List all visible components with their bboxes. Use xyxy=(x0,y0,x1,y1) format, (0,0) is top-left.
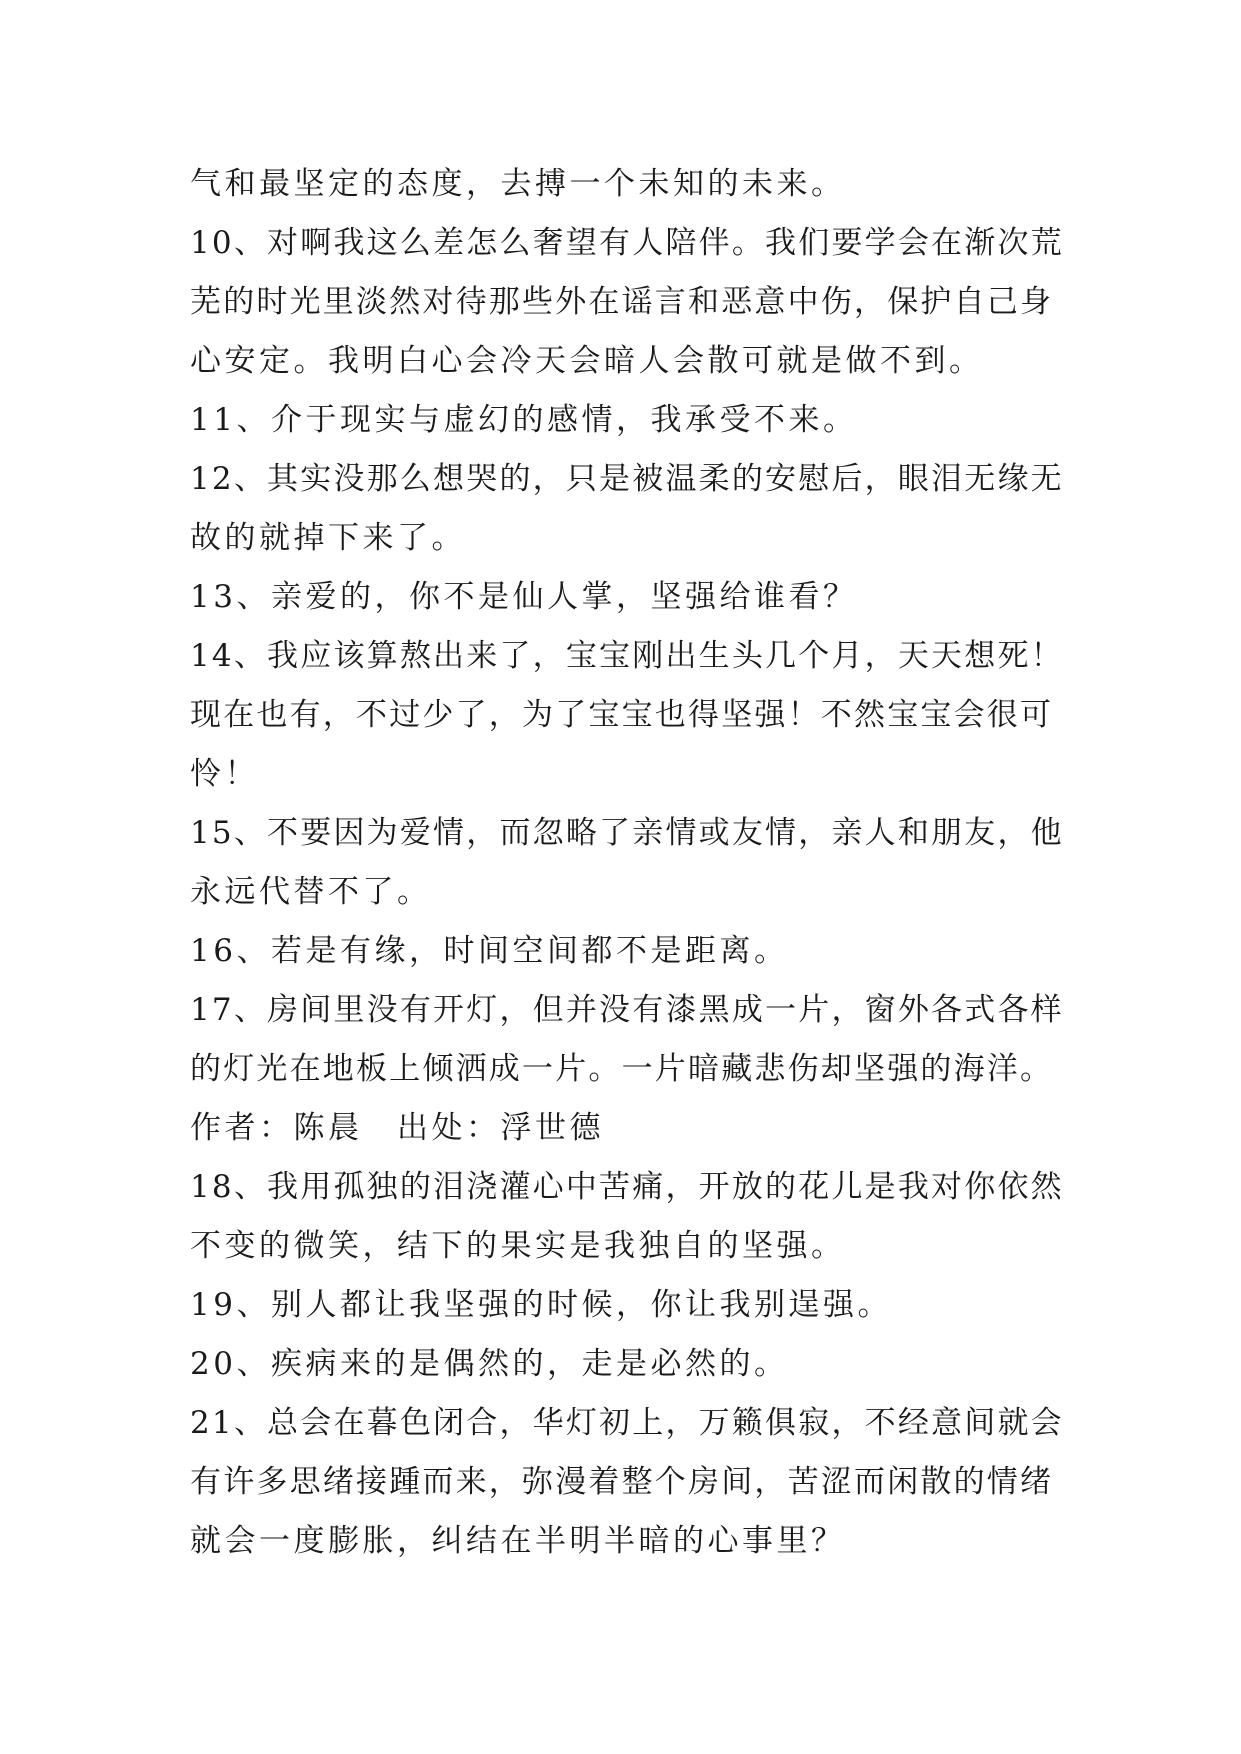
text-line: 10、对啊我这么差怎么奢望有人陪伴。我们要学会在渐次荒 xyxy=(190,225,1064,261)
text-line: 现在也有，不过少了，为了宝宝也得坚强！不然宝宝会很可 xyxy=(190,697,1054,733)
text-line: 永远代替不了。 xyxy=(190,874,432,910)
text-line: 12、其实没那么想哭的，只是被温柔的安慰后，眼泪无缘无 xyxy=(190,461,1064,497)
text-line: 18、我用孤独的泪浇灌心中苦痛，开放的花儿是我对你依然 xyxy=(190,1169,1064,1205)
text-line: 的灯光在地板上倾洒成一片。一片暗藏悲伤却坚强的海洋。 xyxy=(190,1051,1054,1087)
text-line: 14、我应该算熬出来了，宝宝刚出生头几个月，天天想死！ xyxy=(190,638,1064,674)
text-line: 11、介于现实与虚幻的感情，我承受不来。 xyxy=(190,402,858,438)
text-line: 故的就掉下来了。 xyxy=(190,520,466,556)
text-line: 心安定。我明白心会冷天会暗人会散可就是做不到。 xyxy=(190,343,984,379)
text-line: 气和最坚定的态度，去搏一个未知的未来。 xyxy=(190,166,846,202)
text-line: 13、亲爱的，你不是仙人掌，坚强给谁看？ xyxy=(190,579,858,615)
document-body xyxy=(190,155,1070,1571)
text-line: 有许多思绪接踵而来，弥漫着整个房间，苦涩而闲散的情绪 xyxy=(190,1464,1054,1500)
text-line: 20、疾病来的是偶然的，走是必然的。 xyxy=(190,1346,789,1382)
text-line: 19、别人都让我坚强的时候，你让我别逞强。 xyxy=(190,1287,892,1323)
text-line: 怜！ xyxy=(190,756,259,792)
text-line: 不变的微笑，结下的果实是我独自的坚强。 xyxy=(190,1228,846,1264)
text-line: 21、总会在暮色闭合，华灯初上，万籁俱寂，不经意间就会 xyxy=(190,1405,1064,1441)
text-line: 15、不要因为爱情，而忽略了亲情或友情，亲人和朋友，他 xyxy=(190,815,1064,851)
author-source-line: 作者：陈晨 出处：浮世德 xyxy=(190,1110,604,1146)
text-line: 17、房间里没有开灯，但并没有漆黑成一片，窗外各式各样 xyxy=(190,992,1064,1028)
text-line: 就会一度膨胀，纠结在半明半暗的心事里？ xyxy=(190,1523,846,1559)
text-line: 芜的时光里淡然对待那些外在谣言和恶意中伤，保护自己身 xyxy=(190,284,1054,320)
text-line: 16、若是有缘，时间空间都不是距离。 xyxy=(190,933,789,969)
